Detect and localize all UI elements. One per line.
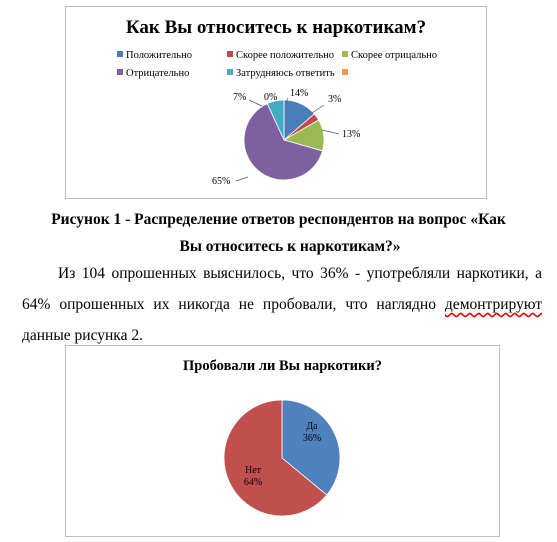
leader-line bbox=[312, 105, 324, 113]
paragraph-line-3: данные рисунка 2. bbox=[22, 327, 143, 344]
pie-data-label: 36% bbox=[302, 433, 322, 444]
pie-data-label: 14% bbox=[290, 88, 309, 99]
paragraph-line-1: Из 104 опрошенных выяснилось, что 36% - употребляли наркотики, а bbox=[58, 265, 542, 282]
pie-data-label: Нет bbox=[244, 465, 262, 476]
figure-caption-line-1: Рисунок 1 - Распределение ответов респондентов на вопрос «Как bbox=[51, 211, 506, 228]
leader-line bbox=[236, 177, 248, 181]
chart-2 bbox=[65, 345, 500, 537]
legend-label: Скорее положительно bbox=[236, 50, 334, 61]
misspelled-word: демонтрируют bbox=[444, 296, 542, 313]
body-paragraph bbox=[22, 258, 542, 351]
legend-label: Скорее отрицально bbox=[351, 50, 437, 61]
chart-1-title: Как Вы относитесь к наркотикам? bbox=[125, 17, 427, 38]
pie-data-label: 13% bbox=[342, 129, 361, 140]
pie-data-label: Да bbox=[306, 421, 318, 432]
legend-label: Затрудняюсь ответить bbox=[236, 68, 335, 79]
chart-2-title: Пробовали ли Вы наркотики? bbox=[183, 358, 382, 374]
legend-label: Отрицательно bbox=[126, 68, 190, 79]
figure-caption-line-2: Вы относитесь к наркотикам?» bbox=[179, 238, 401, 255]
pie-data-label: 65% bbox=[212, 176, 231, 187]
pie-data-label: 64% bbox=[243, 477, 263, 488]
chart-2-pie bbox=[66, 346, 499, 536]
paragraph-line-2-text: 64% опрошенных их никогда не пробовали, что наглядно bbox=[22, 296, 445, 313]
leader-line bbox=[249, 100, 262, 106]
pie-data-label: 0% bbox=[264, 92, 278, 103]
pie-data-label: 7% bbox=[233, 92, 247, 103]
chart-1 bbox=[65, 6, 487, 199]
leader-line bbox=[322, 130, 339, 134]
pie-data-label: 3% bbox=[328, 94, 342, 105]
chart-1-pie bbox=[66, 7, 486, 198]
paragraph-line-2 bbox=[22, 289, 542, 320]
legend-label: Положительно bbox=[126, 50, 192, 61]
